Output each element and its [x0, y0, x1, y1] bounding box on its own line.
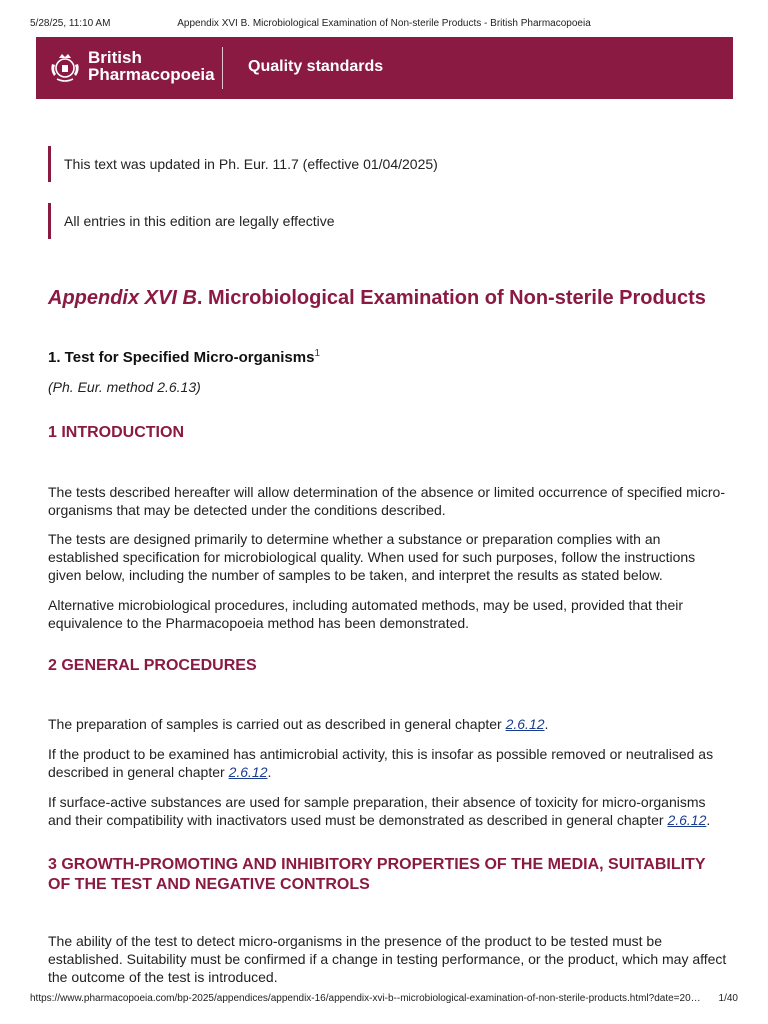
general-paragraph-2: If the product to be examined has antimicrobial activity, this is insofar as possible removed or neutralised as described in general chapter 2.6.12.: [48, 746, 714, 780]
page-title-rest: . Microbiological Examination of Non-sterile Products: [196, 287, 706, 309]
banner-divider: [222, 47, 223, 89]
chapter-link[interactable]: 2.6.12: [228, 764, 268, 780]
royal-crest-icon[interactable]: [48, 50, 82, 84]
brand-logo-text[interactable]: [88, 49, 215, 83]
print-doc-title: Appendix XVI B. Microbiological Examination of Non-sterile Products - British Pharmacopoeia: [177, 18, 591, 29]
brand-line2: Pharmacopoeia: [88, 65, 215, 84]
section-heading-general-procedures: 2 GENERAL PROCEDURES: [48, 657, 257, 674]
test-subtitle: [48, 345, 320, 366]
intro-paragraph-1: The tests described hereafter will allow determination of the absence or limited occurrence of specified micro-organisms that may be detected under the conditions described.: [48, 484, 725, 518]
page-title: [48, 286, 708, 310]
intro-paragraph-2: The tests are designed primarily to determine whether a substance or preparation complies with an established specification for microbiological quality. When used for such purposes, follow the instructions given below, including the number of samples to be taken, and interpret the results as stated below.: [48, 531, 696, 583]
brand-line1: British: [88, 48, 142, 67]
print-datetime: 5/28/25, 11:10 AM: [30, 18, 111, 29]
general-paragraph-3: If surface-active substances are used for sample preparation, their absence of toxicity for micro-organisms and their compatibility with inactivators used must be demonstrated as described in general chapter 2.6.12.: [48, 794, 711, 828]
quality-standards-link[interactable]: Quality standards: [248, 58, 384, 75]
legal-notice: All entries in this edition are legally effective: [48, 203, 744, 239]
method-reference: (Ph. Eur. method 2.6.13): [48, 379, 201, 395]
chapter-link[interactable]: 2.6.12: [667, 812, 707, 828]
print-url: https://www.pharmacopoeia.com/bp-2025/appendices/appendix-16/appendix-xvi-b--microbiological-examination-of-non-sterile-products.html?date=20…: [30, 993, 701, 1004]
update-notice: This text was updated in Ph. Eur. 11.7 (effective 01/04/2025): [48, 146, 744, 182]
page-title-italic: Appendix XVI B: [48, 287, 197, 309]
print-header: [30, 18, 738, 32]
section-heading-growth-promoting: 3 GROWTH-PROMOTING AND INHIBITORY PROPERTIES OF THE MEDIA, SUITABILITY OF THE TEST AND NEGATIVE CONTROLS: [48, 856, 706, 893]
intro-paragraph-3: Alternative microbiological procedures, including automated methods, may be used, provided that their equivalence to the Pharmacopoeia method has been demonstrated.: [48, 597, 684, 631]
section-heading-introduction: 1 INTRODUCTION: [48, 424, 184, 441]
footnote-link[interactable]: 1: [314, 348, 321, 359]
chapter-link[interactable]: 2.6.12: [505, 716, 545, 732]
print-footer: [30, 993, 738, 1007]
print-page-number: 1/40: [718, 993, 738, 1004]
site-banner: [36, 37, 733, 99]
test-subtitle-text: 1. Test for Specified Micro-organisms: [48, 349, 315, 366]
general-paragraph-1: The preparation of samples is carried out as described in general chapter 2.6.12.: [48, 716, 549, 732]
growth-paragraph-1: The ability of the test to detect micro-organisms in the presence of the product to be tested must be established. Suitability must be confirmed if a change in testing performance, or the product, which may affect the outcome of the test is introduced.: [48, 933, 727, 985]
